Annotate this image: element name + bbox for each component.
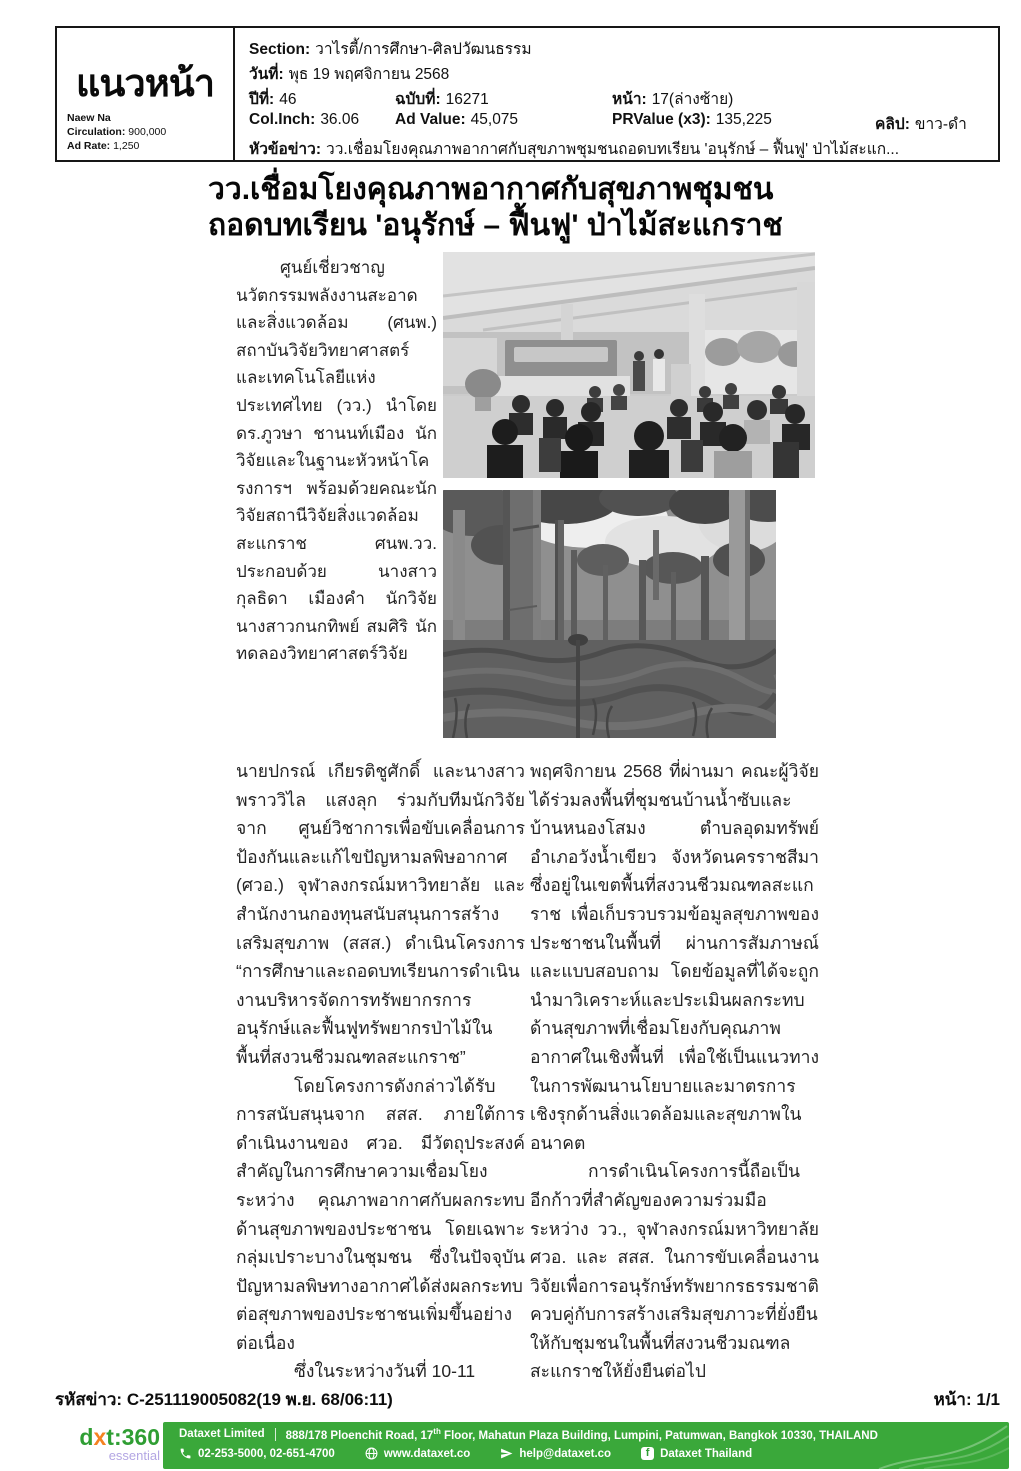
paper-plane-icon <box>500 1447 513 1460</box>
article-paragraph: ซึ่งในระหว่างวันที่ 10-11 <box>294 1361 476 1382</box>
community-meeting-photo <box>443 252 815 478</box>
newspaper-logo: แนวหน้า <box>75 63 215 105</box>
facebook-link[interactable]: f Dataxet Thailand <box>641 1447 752 1460</box>
news-code: รหัสข่าว: C-251119005082(19 พ.ย. 68/06:11) <box>55 1390 393 1409</box>
meta-colinch: Col.Inch: 36.06 <box>249 111 360 128</box>
article-intro-column <box>236 254 437 754</box>
meta-issue: ฉบับที่: 16271 <box>395 91 489 108</box>
article-paragraph: การดำเนินโครงการนี้ถือเป็นอีกก้าวที่สำคัญของความร่วมมือระหว่าง วว., จุฬาลงกรณ์มหาวิทยาลัย ศวอ. และ สสส. ในการขับเคลื่อนงานวิจัยเพื่อการอนุรักษ์ทรัพยากรธรรมชาติ ควบคู่กับการสร้างเสริมสุขภาวะที่ยั่งยืนให้กับชุมชนในพื้นที่สงวนชีวมณฑลสะแกราชให้ยั่งยืนต่อไป <box>530 1161 819 1382</box>
article-paragraph: ศูนย์เชี่ยวชาญนวัตกรรมพลังงานสะอาดและสิ่งแวดล้อม (ศนพ.) สถาบันวิจัยวิทยาศาสตร์และเทคโนโลยีแห่งประเทศไทย (วว.) นำโดย ดร.ภูวษา ชานนท์เมือง นักวิจัยและในฐานะหัวหน้าโครงการฯ พร้อมด้วยคณะนักวิจัยสถานีวิจัยสิ่งแวดล้อมสะแกราช ศนพ.วว. ประกอบด้วย นางสาวกุลธิดา เมืองคำ นักวิจัย นางสาวกนกทิพย์ สมศิริ นักทดลองวิทยาศาสตร์วิจัย <box>236 258 437 664</box>
article-body-left-column <box>236 757 525 1386</box>
dxt360-wordmark: dxt:360 <box>79 1424 160 1450</box>
email-link[interactable]: help@dataxet.co <box>500 1447 611 1460</box>
dxt360-essential-label: essential <box>108 1448 160 1463</box>
meta-year: ปีที่: 46 <box>249 91 297 108</box>
article-paragraph: นายปกรณ์ เกียรติชูศักดิ์ และนางสาวพราววิไล แสงลุก ร่วมกับทีมนักวิจัยจาก ศูนย์วิชาการเพื่อขับเคลื่อนการป้องกันและแก้ไขปัญหามลพิษอากาศ (ศวอ.) จุฬาลงกรณ์มหาวิทยาลัย และสำนักงานกองทุนสนับสนุนการสร้างเสริมสุขภาพ (สสส.) ดำเนินโครงการ “การศึกษาและถอดบทเรียนการดำเนินงานบริหารจัดการทรัพยากรการอนุรักษ์และฟื้นฟูทรัพยากรป่าไม้ในพื้นที่สงวนชีวมณฑลสะแกราช” <box>236 761 525 1067</box>
company-name: Dataxet Limited <box>179 1428 265 1441</box>
company-address: 888/178 Ploenchit Road, 17th Floor, Mahatun Plaza Building, Lumpini, Patumwan, Bangkok 10330, THAILAND <box>285 1427 878 1442</box>
meta-section: Section: วาไรตี้/การศึกษา-ศิลปวัฒนธรรม <box>249 41 532 58</box>
divider <box>275 1428 276 1441</box>
community-meeting-illustration <box>443 252 815 478</box>
newspaper-stats <box>67 111 166 153</box>
website-link[interactable]: www.dataxet.co <box>365 1447 471 1460</box>
clipping-meta-cell <box>235 28 998 160</box>
article-headline <box>208 172 823 244</box>
circulation-row: Circulation: 900,000 <box>67 126 167 138</box>
sakaerat-forest-photo <box>443 490 776 738</box>
dataxet-brand-bar <box>163 1422 1009 1469</box>
globe-icon <box>365 1447 378 1460</box>
clipping-header-box <box>55 26 1000 162</box>
meta-clip: คลิป: ขาว-ดำ <box>875 116 967 133</box>
dxt360-logo <box>57 1426 160 1467</box>
headline-line-2: ถอดบทเรียน 'อนุรักษ์ – ฟื้นฟู' ป่าไม้สะแกราช <box>208 209 783 242</box>
meta-news-title: หัวข้อข่าว: วว.เชื่อมโยงคุณภาพอากาศกับสุขภาพชุมชนถอดบทเรียน 'อนุรักษ์ – ฟื้นฟู' ป่าไม้สะแก... <box>249 141 900 158</box>
ad-rate-row: Ad Rate: 1,250 <box>67 140 140 152</box>
article-paragraph: พฤศจิกายน 2568 ที่ผ่านมา คณะผู้วิจัยได้ร่วมลงพื้นที่ชุมชนบ้านน้ำซับและบ้านหนองโสมง ตำบลอุดมทรัพย์ อำเภอวังน้ำเขียว จังหวัดนครราชสีมา ซึ่งอยู่ในเขตพื้นที่สงวนชีวมณฑลสะแกราช เพื่อเก็บรวบรวมข้อมูลสุขภาพของประชาชนในพื้นที่ ผ่านการสัมภาษณ์และแบบสอบถาม โดยข้อมูลที่ได้จะถูกนำมาวิเคราะห์และประเมินผลกระทบด้านสุขภาพที่เชื่อมโยงกับคุณภาพอากาศในเชิงพื้นที่ เพื่อใช้เป็นแนวทางในการพัฒนานโยบายและมาตรการเชิงรุกด้านสิ่งแวดล้อมและสุขภาพในอนาคต <box>530 761 819 1153</box>
meta-page: หน้า: 17(ล่างซ้าย) <box>612 91 734 108</box>
phone-icon <box>179 1447 192 1460</box>
phone-contact: 02-253-5000, 02-651-4700 <box>179 1447 335 1460</box>
page-number: หน้า: 1/1 <box>933 1390 1000 1409</box>
article-paragraph: โดยโครงการดังกล่าวได้รับการสนับสนุนจาก สสส. ภายใต้การดำเนินงานของ ศวอ. มีวัตถุประสงค์สำคัญในการศึกษาความเชื่อมโยงระหว่าง คุณภาพอากาศกับผลกระทบด้านสุขภาพของประชาชน โดยเฉพาะกลุ่มเปราะบางในชุมชน ซึ่งในปัจจุบันปัญหามลพิษทางอากาศได้ส่งผลกระทบต่อสุขภาพของประชาชนเพิ่มขึ้นอย่างต่อเนื่อง <box>236 1075 525 1353</box>
facebook-icon: f <box>641 1447 654 1460</box>
brand-bar-address-row <box>179 1427 878 1442</box>
meta-date: วันที่: พุธ 19 พฤศจิกายน 2568 <box>249 66 450 83</box>
brand-bar-contact-row <box>179 1447 752 1460</box>
newspaper-name-en: Naew Na <box>67 112 111 124</box>
wave-decoration-graphic <box>869 1422 1009 1469</box>
meta-advalue: Ad Value: 45,075 <box>395 111 519 128</box>
newspaper-logo-cell <box>57 28 235 160</box>
article-body-right-column <box>530 757 819 1386</box>
headline-line-1: วว.เชื่อมโยงคุณภาพอากาศกับสุขภาพชุมชน <box>208 173 774 206</box>
forest-illustration <box>443 490 776 738</box>
meta-prvalue: PRValue (x3): 135,225 <box>612 111 772 128</box>
